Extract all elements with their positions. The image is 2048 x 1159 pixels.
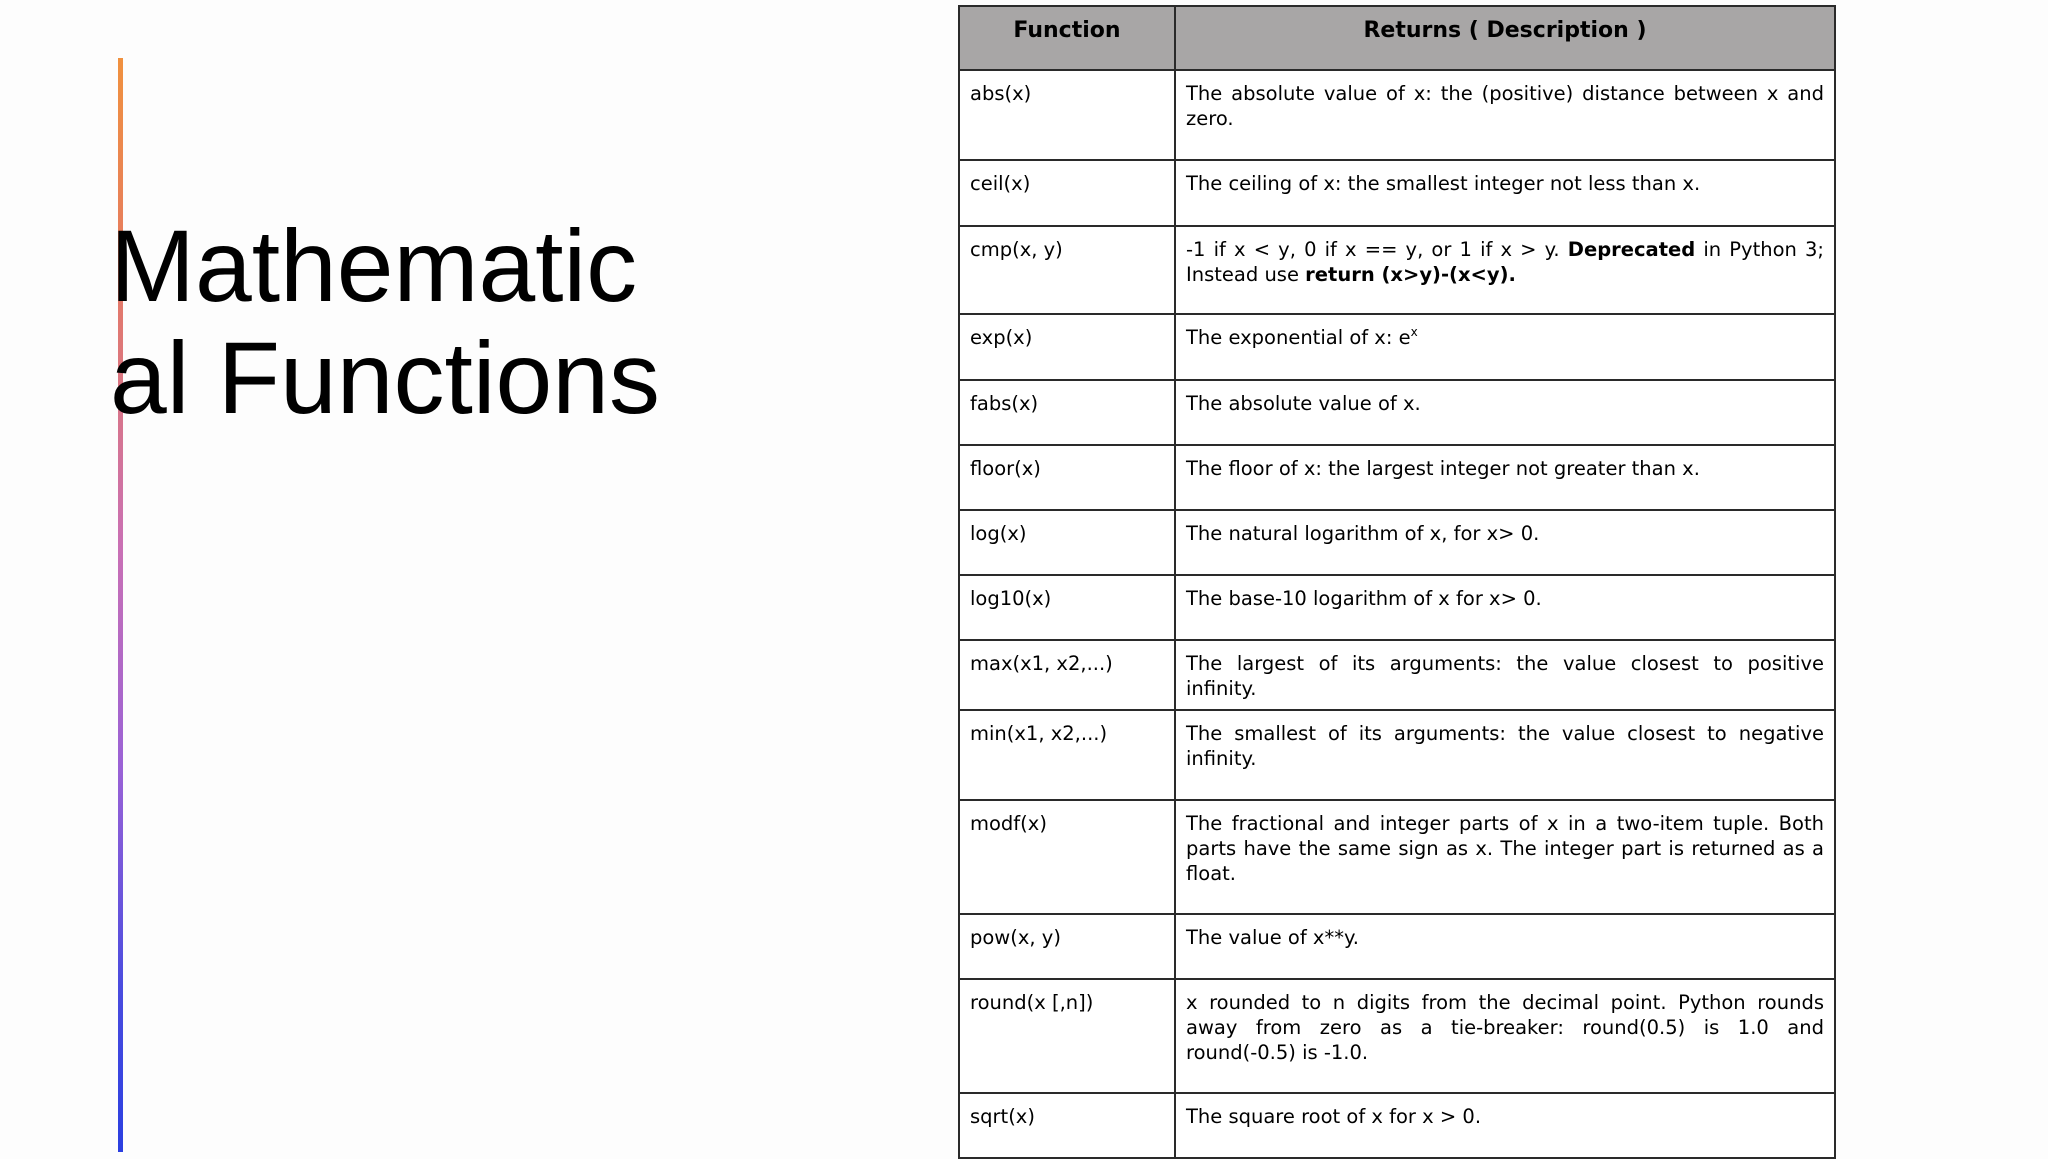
function-description: The largest of its arguments: the value closest to positive infinity.	[1175, 640, 1835, 710]
desc-part: in Python 3; Instead use	[1186, 238, 1824, 286]
function-description: The base-10 logarithm of x for x> 0.	[1175, 575, 1835, 640]
function-name: abs(x)	[959, 70, 1175, 160]
header-returns: Returns ( Description )	[1175, 6, 1835, 70]
function-description: The ceiling of x: the smallest integer not less than x.	[1175, 160, 1835, 226]
table-row	[959, 314, 1835, 380]
desc-superscript: x	[1410, 325, 1418, 339]
table-row	[959, 979, 1835, 1093]
table-row	[959, 800, 1835, 914]
function-description: The natural logarithm of x, for x> 0.	[1175, 510, 1835, 575]
function-name: cmp(x, y)	[959, 226, 1175, 314]
function-name: floor(x)	[959, 445, 1175, 510]
function-name: log10(x)	[959, 575, 1175, 640]
table-row	[959, 914, 1835, 979]
function-description	[1175, 226, 1835, 314]
function-name: modf(x)	[959, 800, 1175, 914]
function-description: x rounded to n digits from the decimal point. Python rounds away from zero as a tie-breaker: round(0.5) is 1.0 and round(-0.5) is -1.0.	[1175, 979, 1835, 1093]
function-name: log(x)	[959, 510, 1175, 575]
table-row	[959, 640, 1835, 710]
function-description	[1175, 314, 1835, 380]
table-row	[959, 575, 1835, 640]
desc-text: The exponential of x: e	[1186, 326, 1411, 349]
title-line-1: Mathematic	[110, 209, 638, 323]
table-header-row	[959, 6, 1835, 70]
desc-code: return (x>y)-(x<y).	[1305, 263, 1516, 286]
function-description: The value of x**y.	[1175, 914, 1835, 979]
functions-table	[958, 5, 1836, 1159]
function-description: The floor of x: the largest integer not greater than x.	[1175, 445, 1835, 510]
table-row	[959, 1093, 1835, 1158]
function-description: The absolute value of x: the (positive) distance between x and zero.	[1175, 70, 1835, 160]
desc-deprecated: Deprecated	[1567, 238, 1696, 261]
table-row	[959, 510, 1835, 575]
function-name: round(x [,n])	[959, 979, 1175, 1093]
function-name: pow(x, y)	[959, 914, 1175, 979]
function-name: max(x1, x2,...)	[959, 640, 1175, 710]
desc-part: -1 if x < y, 0 if x == y, or 1 if x > y.	[1186, 238, 1568, 261]
function-description: The smallest of its arguments: the value closest to negative infinity.	[1175, 710, 1835, 800]
function-name: min(x1, x2,...)	[959, 710, 1175, 800]
table-row	[959, 160, 1835, 226]
function-description: The fractional and integer parts of x in a two-item tuple. Both parts have the same sign as x. The integer part is returned as a float.	[1175, 800, 1835, 914]
title-line-2: al Functions	[110, 321, 660, 435]
function-name: fabs(x)	[959, 380, 1175, 445]
table-row	[959, 710, 1835, 800]
table-row	[959, 380, 1835, 445]
function-name: ceil(x)	[959, 160, 1175, 226]
header-function: Function	[959, 6, 1175, 70]
function-description: The absolute value of x.	[1175, 380, 1835, 445]
table-row	[959, 445, 1835, 510]
function-name: sqrt(x)	[959, 1093, 1175, 1158]
table-row	[959, 70, 1835, 160]
table-row	[959, 226, 1835, 314]
function-name: exp(x)	[959, 314, 1175, 380]
slide-title	[110, 210, 710, 434]
function-description: The square root of x for x > 0.	[1175, 1093, 1835, 1158]
